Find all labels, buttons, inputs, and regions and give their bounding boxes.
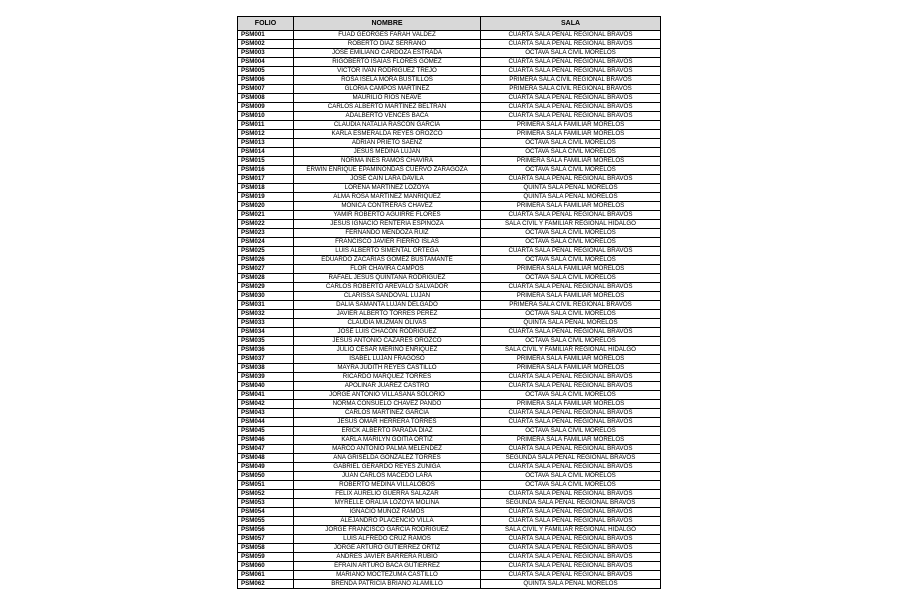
folio-cell: PSM025 <box>238 247 294 256</box>
nombre-cell: JORGE FRANCISCO GARCIA RODRIGUEZ <box>294 526 481 535</box>
table-row <box>238 571 661 580</box>
nombre-cell: IGNACIO MUÑOZ RAMOS <box>294 508 481 517</box>
folio-cell: PSM029 <box>238 283 294 292</box>
table-row <box>238 229 661 238</box>
nombre-cell: FUAD GEORGES FARAH VALDEZ <box>294 31 481 40</box>
folio-cell: PSM010 <box>238 112 294 121</box>
nombre-cell: RICARDO MARQUEZ TORRES <box>294 373 481 382</box>
folio-cell: PSM017 <box>238 175 294 184</box>
folio-cell: PSM003 <box>238 49 294 58</box>
table-row <box>238 400 661 409</box>
folio-cell: PSM031 <box>238 301 294 310</box>
folio-cell: PSM044 <box>238 418 294 427</box>
nombre-cell: JUAN CARLOS MACEDO LARA <box>294 472 481 481</box>
table-row <box>238 130 661 139</box>
folio-cell: PSM035 <box>238 337 294 346</box>
folio-cell: PSM023 <box>238 229 294 238</box>
folio-cell: PSM014 <box>238 148 294 157</box>
sala-cell: OCTAVA SALA CIVIL MORELOS <box>481 229 661 238</box>
sala-cell: CUARTA SALA PENAL REGIONAL BRAVOS <box>481 535 661 544</box>
nombre-cell: RIGOBERTO ISAIAS FLORES GOMEZ <box>294 58 481 67</box>
nombre-cell: FERNANDO MENDOZA RUIZ <box>294 229 481 238</box>
nombre-cell: MONICA CONTRERAS CHAVEZ <box>294 202 481 211</box>
nombre-cell: FELIX AURELIO GUERRA SALAZAR <box>294 490 481 499</box>
sala-cell: CUARTA SALA PENAL REGIONAL BRAVOS <box>481 517 661 526</box>
table-row <box>238 49 661 58</box>
sala-cell: OCTAVA SALA CIVIL MORELOS <box>481 310 661 319</box>
sala-cell: CUARTA SALA PENAL REGIONAL BRAVOS <box>481 463 661 472</box>
nombre-cell: MYRELLE ORALIA LOZOYA MOLINA <box>294 499 481 508</box>
table-row <box>238 490 661 499</box>
nombre-cell: ROBERTO MEDINA VILLALOBOS <box>294 481 481 490</box>
table-row <box>238 472 661 481</box>
sala-cell: CUARTA SALA PENAL REGIONAL BRAVOS <box>481 553 661 562</box>
nombre-cell: EFRAIN ARTURO BACA GUTIERREZ <box>294 562 481 571</box>
sala-cell: CUARTA SALA PENAL REGIONAL BRAVOS <box>481 103 661 112</box>
table-row <box>238 427 661 436</box>
nombre-cell: FLOR CHAVIRA CAMPOS <box>294 265 481 274</box>
folio-cell: PSM006 <box>238 76 294 85</box>
table-row <box>238 508 661 517</box>
nombre-cell: JESUS ANTONIO CAZARES OROZCO <box>294 337 481 346</box>
folio-cell: PSM043 <box>238 409 294 418</box>
folio-cell: PSM050 <box>238 472 294 481</box>
table-row <box>238 193 661 202</box>
sala-cell: PRIMERA SALA FAMILIAR MORELOS <box>481 157 661 166</box>
folio-cell: PSM001 <box>238 31 294 40</box>
sala-cell: CUARTA SALA PENAL REGIONAL BRAVOS <box>481 112 661 121</box>
table-row <box>238 166 661 175</box>
sala-cell: CUARTA SALA PENAL REGIONAL BRAVOS <box>481 382 661 391</box>
sala-cell: OCTAVA SALA CIVIL MORELOS <box>481 148 661 157</box>
sala-cell: SALA CIVIL Y FAMILIAR REGIONAL HIDALGO <box>481 346 661 355</box>
sala-cell: CUARTA SALA PENAL REGIONAL BRAVOS <box>481 211 661 220</box>
sala-cell: PRIMERA SALA FAMILIAR MORELOS <box>481 265 661 274</box>
sala-cell: CUARTA SALA PENAL REGIONAL BRAVOS <box>481 283 661 292</box>
table-header <box>238 17 661 31</box>
table-row <box>238 382 661 391</box>
nombre-cell: JESUS IGNACIO RENTERIA ESPINOZA <box>294 220 481 229</box>
nombre-cell: ALEJANDRO PLACENCIO VILLA <box>294 517 481 526</box>
table-row <box>238 364 661 373</box>
folio-cell: PSM028 <box>238 274 294 283</box>
folio-cell: PSM062 <box>238 580 294 589</box>
table-row <box>238 103 661 112</box>
sala-cell: CUARTA SALA PENAL REGIONAL BRAVOS <box>481 490 661 499</box>
table-row <box>238 139 661 148</box>
folio-cell: PSM032 <box>238 310 294 319</box>
nombre-cell: EDUARDO ZACARIAS GOMEZ BUSTAMANTE <box>294 256 481 265</box>
folio-cell: PSM026 <box>238 256 294 265</box>
folio-cell: PSM058 <box>238 544 294 553</box>
table-row <box>238 373 661 382</box>
sala-cell: SEGUNDA SALA PENAL REGIONAL BRAVOS <box>481 454 661 463</box>
sala-cell: PRIMERA SALA FAMILIAR MORELOS <box>481 355 661 364</box>
table-row <box>238 391 661 400</box>
sala-cell: CUARTA SALA PENAL REGIONAL BRAVOS <box>481 58 661 67</box>
sala-cell: OCTAVA SALA CIVIL MORELOS <box>481 49 661 58</box>
nombre-cell: GABRIEL GERARDO REYES ZUÑIGA <box>294 463 481 472</box>
nombre-cell: MARIANO MOCTEZUMA CASTILLO <box>294 571 481 580</box>
nombre-cell: NORMA INES RAMOS CHAVIRA <box>294 157 481 166</box>
nombre-cell: FRANCISCO JAVIER FIERRO ISLAS <box>294 238 481 247</box>
table-row <box>238 148 661 157</box>
nombre-cell: NORMA CONSUELO CHAVEZ PANDO <box>294 400 481 409</box>
sala-cell: PRIMERA SALA FAMILIAR MORELOS <box>481 130 661 139</box>
table-row <box>238 445 661 454</box>
table-row <box>238 526 661 535</box>
folio-cell: PSM022 <box>238 220 294 229</box>
folio-cell: PSM061 <box>238 571 294 580</box>
sala-cell: OCTAVA SALA CIVIL MORELOS <box>481 427 661 436</box>
table-row <box>238 283 661 292</box>
folio-cell: PSM046 <box>238 436 294 445</box>
nombre-cell: CARLOS ROBERTO AREVALO SALVADOR <box>294 283 481 292</box>
folio-cell: PSM018 <box>238 184 294 193</box>
assignment-table <box>237 16 661 589</box>
folio-cell: PSM021 <box>238 211 294 220</box>
sala-cell: CUARTA SALA PENAL REGIONAL BRAVOS <box>481 373 661 382</box>
sala-cell: CUARTA SALA PENAL REGIONAL BRAVOS <box>481 571 661 580</box>
sala-cell: CUARTA SALA PENAL REGIONAL BRAVOS <box>481 247 661 256</box>
nombre-cell: LORENA MARTINEZ LOZOYA <box>294 184 481 193</box>
folio-cell: PSM020 <box>238 202 294 211</box>
nombre-cell: DALIA SAMANTA LUJAN DELGADO <box>294 301 481 310</box>
table-body <box>238 31 661 589</box>
nombre-cell: ADRIAN PRIETO SAENZ <box>294 139 481 148</box>
sala-cell: OCTAVA SALA CIVIL MORELOS <box>481 166 661 175</box>
folio-cell: PSM040 <box>238 382 294 391</box>
sala-cell: CUARTA SALA PENAL REGIONAL BRAVOS <box>481 445 661 454</box>
sala-cell: OCTAVA SALA CIVIL MORELOS <box>481 274 661 283</box>
nombre-cell: APOLINAR JUAREZ CASTRO <box>294 382 481 391</box>
nombre-cell: CARLOS MARTINEZ GARCIA <box>294 409 481 418</box>
table-row <box>238 355 661 364</box>
table-row <box>238 211 661 220</box>
table-row <box>238 112 661 121</box>
table-row <box>238 418 661 427</box>
nombre-cell: CLAUDIA MUZMAN OLIVAS <box>294 319 481 328</box>
folio-cell: PSM039 <box>238 373 294 382</box>
table-row <box>238 238 661 247</box>
nombre-cell: ISABEL LUJAN FRAGOSO <box>294 355 481 364</box>
table-row <box>238 85 661 94</box>
nombre-cell: MAURILIO RIOS NEAVE <box>294 94 481 103</box>
folio-cell: PSM052 <box>238 490 294 499</box>
nombre-cell: ERWIN ENRIQUE EPAMINONDAS CUERVO ZARAGOZA <box>294 166 481 175</box>
nombre-cell: KARLA ESMERALDA REYES OROZCO <box>294 130 481 139</box>
table-row <box>238 481 661 490</box>
nombre-cell: JESUS OMAR HERRERA TORRES <box>294 418 481 427</box>
table-row <box>238 94 661 103</box>
sala-cell: SEGUNDA SALA PENAL REGIONAL BRAVOS <box>481 499 661 508</box>
table-row <box>238 337 661 346</box>
table-row <box>238 562 661 571</box>
table-row <box>238 553 661 562</box>
folio-cell: PSM011 <box>238 121 294 130</box>
folio-cell: PSM004 <box>238 58 294 67</box>
sala-cell: CUARTA SALA PENAL REGIONAL BRAVOS <box>481 40 661 49</box>
table-row <box>238 454 661 463</box>
sala-cell: CUARTA SALA PENAL REGIONAL BRAVOS <box>481 94 661 103</box>
table-row <box>238 67 661 76</box>
sala-cell: PRIMERA SALA CIVIL REGIONAL BRAVOS <box>481 85 661 94</box>
nombre-cell: VICTOR IVAN RODRIGUEZ TREJO <box>294 67 481 76</box>
nombre-cell: BRENDA PATRICIA BRIANO ALAMILLO <box>294 580 481 589</box>
nombre-cell: ROSA ISELA MORA BUSTILLOS <box>294 76 481 85</box>
table-row <box>238 292 661 301</box>
folio-cell: PSM041 <box>238 391 294 400</box>
table-row <box>238 499 661 508</box>
folio-cell: PSM019 <box>238 193 294 202</box>
sala-cell: OCTAVA SALA CIVIL MORELOS <box>481 238 661 247</box>
nombre-cell: ADALBERTO VENCES BACA <box>294 112 481 121</box>
folio-cell: PSM054 <box>238 508 294 517</box>
folio-cell: PSM030 <box>238 292 294 301</box>
nombre-cell: JULIO CESAR MERINO ENRIQUEZ <box>294 346 481 355</box>
nombre-cell: LUIS ALBERTO SIMENTAL ORTEGA <box>294 247 481 256</box>
nombre-cell: JAVIER ALBERTO TORRES PEREZ <box>294 310 481 319</box>
folio-cell: PSM060 <box>238 562 294 571</box>
table-row <box>238 274 661 283</box>
folio-cell: PSM008 <box>238 94 294 103</box>
nombre-cell: CLARISSA SANDOVAL LUJAN <box>294 292 481 301</box>
nombre-cell: ERICK ALBERTO PARADA DÍAZ <box>294 427 481 436</box>
sala-cell: CUARTA SALA PENAL REGIONAL BRAVOS <box>481 508 661 517</box>
sala-cell: PRIMERA SALA FAMILIAR MORELOS <box>481 202 661 211</box>
nombre-cell: JORGE ARTURO GUTIERREZ ORTIZ <box>294 544 481 553</box>
sala-column-header: SALA <box>481 17 661 31</box>
table-row <box>238 580 661 589</box>
sala-cell: PRIMERA SALA FAMILIAR MORELOS <box>481 121 661 130</box>
sala-cell: CUARTA SALA PENAL REGIONAL BRAVOS <box>481 418 661 427</box>
sala-cell: OCTAVA SALA CIVIL MORELOS <box>481 472 661 481</box>
folio-cell: PSM007 <box>238 85 294 94</box>
folio-cell: PSM034 <box>238 328 294 337</box>
nombre-cell: LUIS ALFREDO CRUZ RAMOS <box>294 535 481 544</box>
folio-cell: PSM048 <box>238 454 294 463</box>
folio-cell: PSM033 <box>238 319 294 328</box>
sala-cell: PRIMERA SALA FAMILIAR MORELOS <box>481 400 661 409</box>
folio-cell: PSM055 <box>238 517 294 526</box>
folio-cell: PSM024 <box>238 238 294 247</box>
nombre-column-header: NOMBRE <box>294 17 481 31</box>
table-row <box>238 301 661 310</box>
nombre-cell: MAYRA JUDITH REYES CASTILLO <box>294 364 481 373</box>
nombre-cell: KARLA MARILYN GOITIA ORTIZ <box>294 436 481 445</box>
table-row <box>238 319 661 328</box>
table-row <box>238 121 661 130</box>
folio-cell: PSM036 <box>238 346 294 355</box>
folio-cell: PSM027 <box>238 265 294 274</box>
folio-cell: PSM038 <box>238 364 294 373</box>
table-row <box>238 184 661 193</box>
nombre-cell: ANDRES JAVIER BARRERA RUBIO <box>294 553 481 562</box>
sala-cell: CUARTA SALA PENAL REGIONAL BRAVOS <box>481 67 661 76</box>
nombre-cell: ALMA ROSA MARTINEZ MANRIQUEZ <box>294 193 481 202</box>
table-row <box>238 247 661 256</box>
nombre-cell: JOSÉ LUIS CHACÓN RODRIGUEZ <box>294 328 481 337</box>
table-row <box>238 436 661 445</box>
folio-cell: PSM059 <box>238 553 294 562</box>
folio-cell: PSM013 <box>238 139 294 148</box>
sala-cell: QUINTA SALA PENAL MORELOS <box>481 580 661 589</box>
folio-cell: PSM053 <box>238 499 294 508</box>
sala-cell: CUARTA SALA PENAL REGIONAL BRAVOS <box>481 409 661 418</box>
nombre-cell: RAFAEL JESUS QUINTANA RODRIGUEZ <box>294 274 481 283</box>
sala-cell: OCTAVA SALA CIVIL MORELOS <box>481 391 661 400</box>
table-row <box>238 58 661 67</box>
nombre-cell: JORGE ANTONIO VILLASANA SOLORIO <box>294 391 481 400</box>
folio-cell: PSM002 <box>238 40 294 49</box>
table-row <box>238 346 661 355</box>
nombre-cell: CARLOS ALBERTO MARTÍNEZ BELTRAN <box>294 103 481 112</box>
table-row <box>238 535 661 544</box>
sala-cell: PRIMERA SALA FAMILIAR MORELOS <box>481 436 661 445</box>
sala-cell: OCTAVA SALA CIVIL MORELOS <box>481 481 661 490</box>
table-row <box>238 40 661 49</box>
table-row <box>238 220 661 229</box>
sala-cell: OCTAVA SALA CIVIL MORELOS <box>481 256 661 265</box>
table-row <box>238 202 661 211</box>
sala-cell: CUARTA SALA PENAL REGIONAL BRAVOS <box>481 31 661 40</box>
table-row <box>238 76 661 85</box>
folio-cell: PSM051 <box>238 481 294 490</box>
folio-cell: PSM016 <box>238 166 294 175</box>
sala-cell: QUINTA SALA PENAL MORELOS <box>481 193 661 202</box>
sala-cell: OCTAVA SALA CIVIL MORELOS <box>481 337 661 346</box>
nombre-cell: JOSÉ CAIN LARA DAVILA <box>294 175 481 184</box>
nombre-cell: ROBERTO DIAZ SERRANO <box>294 40 481 49</box>
nombre-cell: CLAUDIA NATALIA RASCÓN GARCÍA <box>294 121 481 130</box>
sala-cell: PRIMERA SALA FAMILIAR MORELOS <box>481 364 661 373</box>
sala-cell: CUARTA SALA PENAL REGIONAL BRAVOS <box>481 328 661 337</box>
folio-cell: PSM056 <box>238 526 294 535</box>
sala-cell: PRIMERA SALA CIVIL REGIONAL BRAVOS <box>481 76 661 85</box>
table-row <box>238 256 661 265</box>
table-row <box>238 310 661 319</box>
sala-cell: SALA CIVIL Y FAMILIAR REGIONAL HIDALGO <box>481 220 661 229</box>
folio-cell: PSM049 <box>238 463 294 472</box>
sala-cell: PRIMERA SALA CIVIL REGIONAL BRAVOS <box>481 301 661 310</box>
nombre-cell: JESUS MEDINA LUJAN <box>294 148 481 157</box>
folio-cell: PSM047 <box>238 445 294 454</box>
sala-cell: QUINTA SALA PENAL MORELOS <box>481 319 661 328</box>
sala-cell: OCTAVA SALA CIVIL MORELOS <box>481 139 661 148</box>
sala-cell: PRIMERA SALA FAMILIAR MORELOS <box>481 292 661 301</box>
sala-cell: SALA CIVIL Y FAMILIAR REGIONAL HIDALGO <box>481 526 661 535</box>
folio-cell: PSM057 <box>238 535 294 544</box>
sala-cell: CUARTA SALA PENAL REGIONAL BRAVOS <box>481 562 661 571</box>
table-row <box>238 517 661 526</box>
nombre-cell: YAMIR ROBERTO AGUIRRE FLORES <box>294 211 481 220</box>
nombre-cell: JOSE EMILIANO CARDOZA ESTRADA <box>294 49 481 58</box>
table-row <box>238 463 661 472</box>
table-row <box>238 157 661 166</box>
folio-cell: PSM042 <box>238 400 294 409</box>
folio-cell: PSM012 <box>238 130 294 139</box>
header-row <box>238 17 661 31</box>
table-row <box>238 544 661 553</box>
table-row <box>238 265 661 274</box>
table-row <box>238 175 661 184</box>
folio-cell: PSM015 <box>238 157 294 166</box>
sala-cell: QUINTA SALA PENAL MORELOS <box>481 184 661 193</box>
folio-cell: PSM009 <box>238 103 294 112</box>
nombre-cell: GLORIA CAMPOS MARTINEZ <box>294 85 481 94</box>
folio-cell: PSM045 <box>238 427 294 436</box>
nombre-cell: ANA GRISELDA GONZALEZ TORRES <box>294 454 481 463</box>
folio-cell: PSM005 <box>238 67 294 76</box>
sala-cell: CUARTA SALA PENAL REGIONAL BRAVOS <box>481 544 661 553</box>
folio-column-header: FOLIO <box>238 17 294 31</box>
sala-cell: CUARTA SALA PENAL REGIONAL BRAVOS <box>481 175 661 184</box>
table-row <box>238 31 661 40</box>
table-row <box>238 328 661 337</box>
nombre-cell: MARCO ANTONIO PALMA MELENDEZ <box>294 445 481 454</box>
table-row <box>238 409 661 418</box>
folio-cell: PSM037 <box>238 355 294 364</box>
